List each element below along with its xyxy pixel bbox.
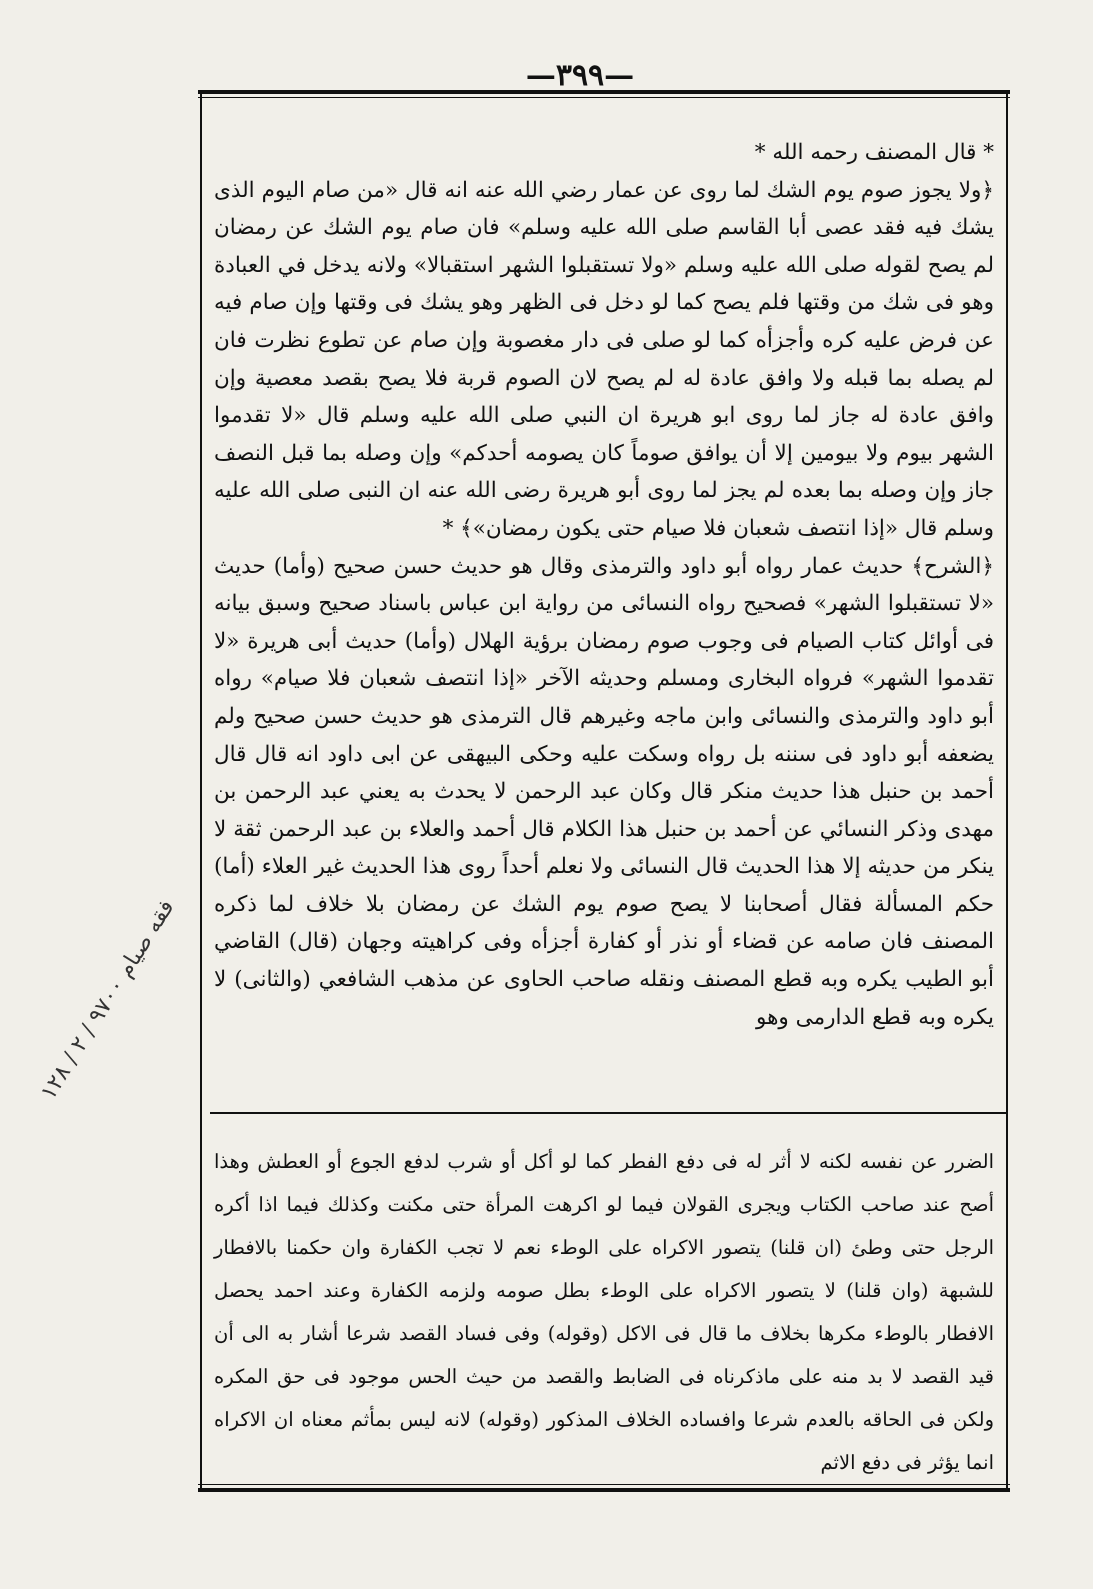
section-heading: * قال المصنف رحمه الله * xyxy=(754,140,994,165)
bottom-border-rule xyxy=(198,1484,1010,1492)
footnote-divider xyxy=(210,1112,1006,1114)
handwritten-margin-note: فقه صيام ٩٧٠٠ / ٢ / ١٢٨ xyxy=(36,895,180,1105)
footnote-paragraph: الضرر عن نفسه لكنه لا أثر له فى دفع الفطر كما لو أكل أو شرب لدفع الجوع أو العطش وهذا أصح عند صاحب الكتاب ويجرى القولان فيما لو اكرهت المرأة حتى مكنت وكذلك فيما اذا أكره الرجل حتى وطئ (ان قلنا) يتصور الاكراه على الوطء نعم لا تجب الكفارة وان حكمنا بالافطار للشبهة (وان قلنا) لا يتصور الاكراه على الوطء بطل صومه ولزمه الكفارة وعند احمد يحصل الافطار بالوطء مكرها بخلاف ما قال فى الاكل (وقوله) وفى فساد القصد شرعا أشار به الى أن قيد القصد لا بد منه على ماذكرناه فى الضابط والقصد من حيث الحس موجود فى حق المكره ولكن فى الحاقه بالعدم شرعا وافساده الخلاف المذكور (وقوله) لانه ليس بمأثم معناه ان الاكراه انما يؤثر فى دفع الاثم xyxy=(214,1150,994,1474)
sharh-paragraph: ﴿الشرح﴾ حديث عمار رواه أبو داود والترمذى وقال هو حديث حسن صحيح (وأما) حديث «لا تستقبلوا الشهر» فصحيح رواه النسائى من رواية ابن عباس باسناد صحيح وسبق بيانه فى أوائل كتاب الصيام فى وجوب صوم رمضان برؤية الهلال (وأما) حديث أبى هريرة «لا تقدموا الشهر» فرواه البخارى ومسلم وحديثه الآخر «إذا انتصف شعبان فلا صيام» رواه أبو داود والترمذى والنسائى وابن ماجه وغيرهم قال الترمذى هو حديث حسن صحيح ولم يضعفه أبو داود فى سننه بل رواه وسكت عليه وحكى البيهقى عن ابى داود انه قال قال أحمد بن حنبل هذا حديث منكر قال وكان عبد الرحمن لا يحدث به يعني عبد الرحمن بن مهدى وذكر النسائي عن أحمد بن حنبل هذا الكلام قال أحمد والعلاء بن عبد الرحمن ثقة لا ينكر من حديثه إلا هذا الحديث قال النسائى ولا نعلم أحداً روى هذا الحديث غير العلاء (أما) حكم المسألة فقال أصحابنا لا يصح صوم يوم الشك عن رمضان بلا خلاف لما ذكره المصنف فان صامه عن قضاء أو نذر أو كفارة أجزأه وفى كراهيته وجهان (قال) القاضي أبو الطيب يكره وبه قطع المصنف ونقله صاحب الحاوى عن مذهب الشافعي (والثانى) لا يكره وبه قطع الدارمى وهو xyxy=(214,553,994,1030)
page-number: —٣٩٩— xyxy=(525,58,635,93)
top-border-rule xyxy=(198,90,1010,98)
main-text-block xyxy=(214,134,994,1036)
footnote-block xyxy=(214,1140,994,1484)
matn-paragraph: ﴿ولا يجوز صوم يوم الشك لما روى عن عمار رضي الله عنه انه قال «من صام اليوم الذى يشك فيه فقد عصى أبا القاسم صلى الله عليه وسلم» فان صام يوم الشك عن رمضان لم يصح لقوله صلى الله عليه وسلم «ولا تستقبلوا الشهر استقبالا» ولانه يدخل في العبادة وهو فى شك من وقتها فلم يصح كما لو دخل فى الظهر وهو يشك فى وقتها وإن صام فيه عن فرض عليه كره وأجزأه كما لو صلى فى دار مغصوبة وإن صام عن تطوع نظرت فان لم يصله بما قبله ولا وافق عادة له لم يصح لان الصوم قربة فلا يصح بقصد معصية وإن وافق عادة له جاز لما روى ابو هريرة ان النبي صلى الله عليه وسلم قال «لا تقدموا الشهر بيوم ولا بيومين إلا أن يوافق صوماً كان يصومه أحدكم» وإن وصله بما قبل النصف جاز وإن وصله بما بعده لم يجز لما روى أبو هريرة رضى الله عنه ان النبى صلى الله عليه وسلم قال «إذا انتصف شعبان فلا صيام حتى يكون رمضان»﴾ * xyxy=(214,177,994,541)
